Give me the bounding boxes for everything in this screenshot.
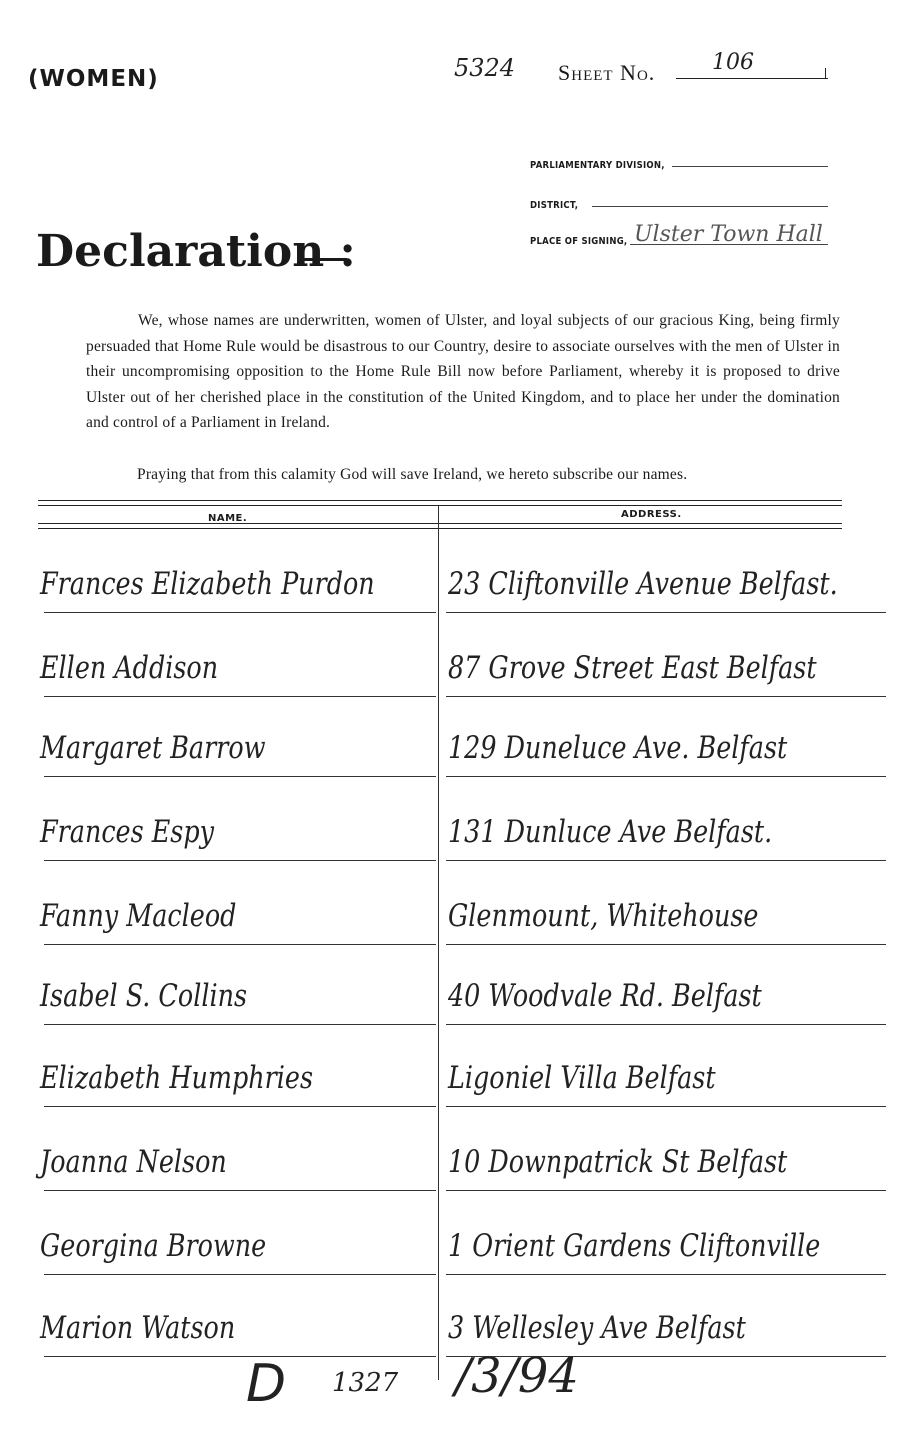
archive-stamp-number: 1327 xyxy=(332,1368,399,1398)
address-rule xyxy=(446,612,886,613)
column-divider xyxy=(438,506,439,1380)
table-top-rule xyxy=(38,500,842,501)
declaration-title: Declaration : xyxy=(36,226,356,277)
address-rule xyxy=(446,1190,886,1191)
name-rule xyxy=(44,612,436,613)
header-bottom-rule-thin xyxy=(38,528,842,529)
address-rule xyxy=(446,1024,886,1025)
sheet-number: 106 xyxy=(712,50,754,75)
signer-address: 129 Duneluce Ave. Belfast xyxy=(448,730,788,766)
division-label: PARLIAMENTARY DIVISION, xyxy=(530,160,665,171)
district-label: DISTRICT, xyxy=(530,200,579,211)
declaration-dash xyxy=(300,258,347,261)
signer-address: Ligoniel Villa Belfast xyxy=(448,1060,716,1096)
signer-name: Marion Watson xyxy=(40,1310,236,1346)
address-rule xyxy=(446,696,886,697)
signer-address: 131 Dunluce Ave Belfast. xyxy=(448,814,773,850)
place-of-signing: Ulster Town Hall xyxy=(634,222,823,247)
name-rule xyxy=(44,860,436,861)
place-label: PLACE OF SIGNING, xyxy=(530,236,628,247)
header-bottom-rule xyxy=(38,523,842,524)
sheet-label: Sheet No. xyxy=(558,60,656,85)
name-rule xyxy=(44,1356,436,1357)
address-rule xyxy=(446,1274,886,1275)
sheet-number-line-end xyxy=(825,68,826,78)
sheet-number-line xyxy=(676,78,828,79)
signer-name: Isabel S. Collins xyxy=(40,978,247,1014)
signer-address: 1 Orient Gardens Cliftonville xyxy=(448,1228,821,1264)
name-rule xyxy=(44,944,436,945)
address-rule xyxy=(446,1106,886,1107)
declaration-body: We, whose names are underwritten, women of Ulster, and loyal subjects of our gracious King, being firmly persuaded that Home Rule would be disastrous to our Country, desire to associate ourselves with the men of Ulster in their uncompromising opposition to the Home Rule Bill now before Parliament, whereby it is proposed to drive Ulster out of her cherished place in the constitution of the United Kingdom, and to place her under the domination and control of a Parliament in Ireland. xyxy=(86,312,840,431)
name-rule xyxy=(44,1190,436,1191)
division-line xyxy=(672,166,828,167)
address-rule xyxy=(446,860,886,861)
declaration-praying: Praying that from this calamity God will save Ireland, we hereto subscribe our names. xyxy=(137,466,688,483)
name-rule xyxy=(44,776,436,777)
signer-address: 10 Downpatrick St Belfast xyxy=(448,1144,788,1180)
archive-stamp-letter: D xyxy=(246,1354,287,1414)
signer-name: Georgina Browne xyxy=(40,1228,267,1264)
signer-address: 23 Cliftonville Avenue Belfast. xyxy=(448,566,838,602)
name-column-header: NAME. xyxy=(208,513,248,524)
signer-address: 3 Wellesley Ave Belfast xyxy=(448,1310,746,1346)
signer-address: 87 Grove Street East Belfast xyxy=(448,650,817,686)
form-category: (WOMEN) xyxy=(28,66,159,92)
signer-name: Frances Elizabeth Purdon xyxy=(40,566,375,602)
address-rule xyxy=(446,944,886,945)
name-rule xyxy=(44,1106,436,1107)
signer-address: 40 Woodvale Rd. Belfast xyxy=(448,978,762,1014)
reference-number: 5324 xyxy=(454,54,516,82)
archive-stamp-fraction: /3/94 xyxy=(455,1348,579,1404)
signer-name: Fanny Macleod xyxy=(40,898,237,934)
signer-name: Joanna Nelson xyxy=(40,1144,227,1180)
name-rule xyxy=(44,1024,436,1025)
name-rule xyxy=(44,696,436,697)
signer-address: Glenmount, Whitehouse xyxy=(448,898,759,934)
address-rule xyxy=(446,776,886,777)
signer-name: Ellen Addison xyxy=(40,650,219,686)
signer-name: Margaret Barrow xyxy=(40,730,266,766)
district-line xyxy=(592,206,828,207)
signer-name: Frances Espy xyxy=(40,814,214,850)
signer-name: Elizabeth Humphries xyxy=(40,1060,314,1096)
name-rule xyxy=(44,1274,436,1275)
address-column-header: ADDRESS. xyxy=(621,509,682,520)
table-top-rule-thin xyxy=(38,505,842,506)
